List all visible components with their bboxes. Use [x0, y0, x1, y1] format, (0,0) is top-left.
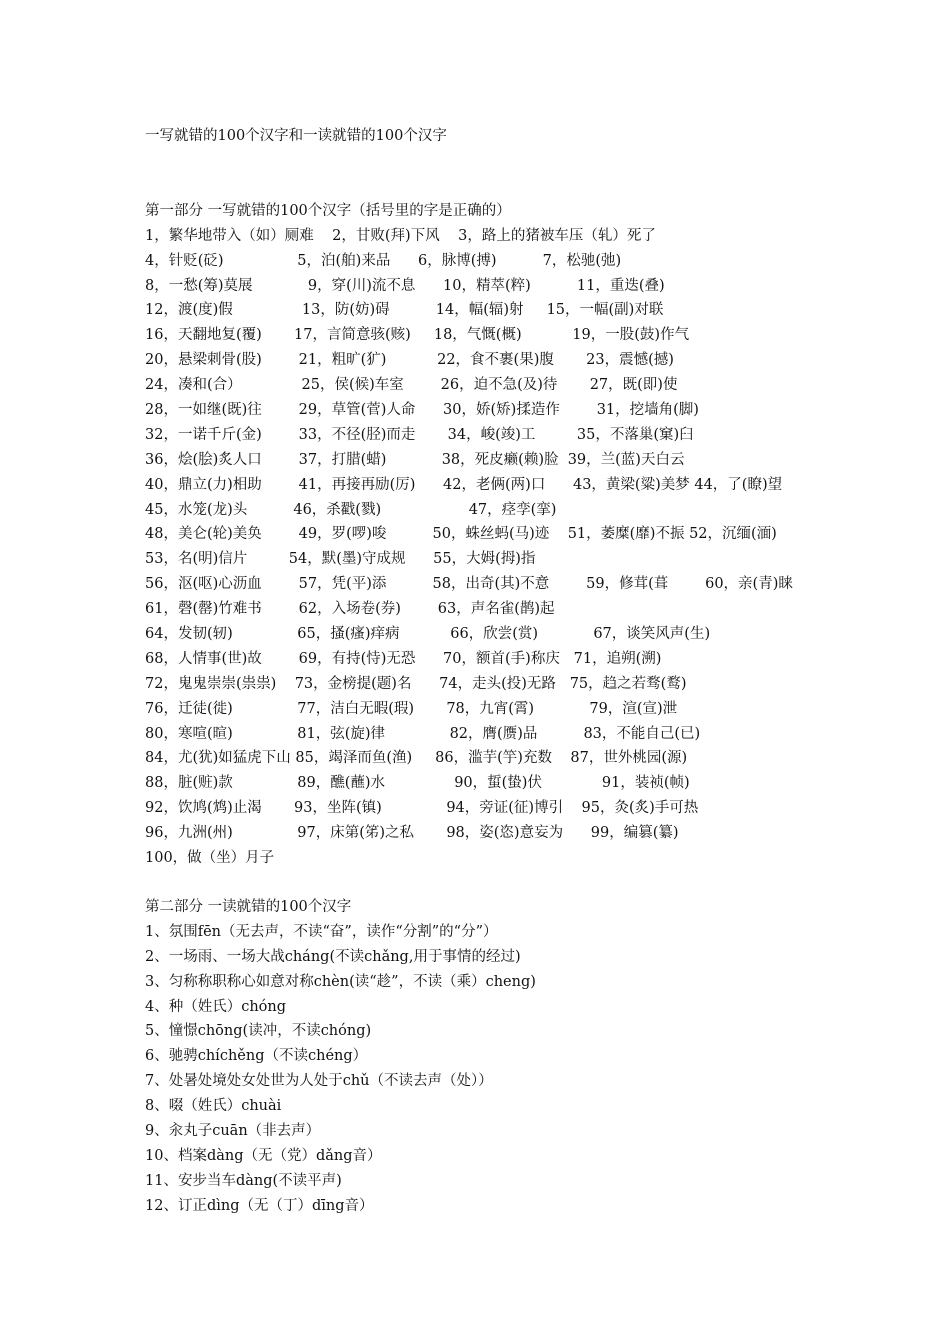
list-item: 72，鬼鬼崇崇(祟祟) 73，金榜提(题)名 74，走头(投)无路 75，趋之若骛(鹜) — [145, 676, 687, 692]
list-item: 64，发韧(轫) 65，搔(瘙)痒病 66，欣尝(赏) 67，谈笑风声(生) — [145, 626, 711, 642]
list-item: 2、一场雨、一场大战cháng(不读chǎng,用于事情的经过) — [145, 949, 521, 965]
list-item: 7、处暑处境处女处世为人处于chǔ（不读去声（处）） — [145, 1073, 493, 1089]
part1-heading: 第一部分 一写就错的100个汉字（括号里的字是正确的） — [145, 203, 511, 219]
list-item: 100，做（坐）月子 — [145, 850, 275, 866]
list-item: 88，脏(赃)款 89，醮(蘸)水 90，蜇(蛰)伏 91，装祯(帧) — [145, 775, 690, 791]
list-item: 16，天翻地复(覆) 17，言简意骇(赅) 18，气慨(概) 19，一股(鼓)作气 — [145, 327, 690, 343]
list-item: 11、安步当车dàng(不读平声) — [145, 1173, 342, 1189]
list-item: 9、汆丸子cuān（非去声） — [145, 1123, 321, 1139]
document-title: 一写就错的100个汉字和一读就错的100个汉字 — [145, 128, 447, 144]
list-item: 53，名(明)信片 54，默(墨)守成规 55，大姆(拇)指 — [145, 551, 536, 567]
list-item: 92，饮鸠(鸩)止渴 93，坐阵(镇) 94，旁证(征)博引 95，灸(炙)手可热 — [145, 800, 699, 816]
list-item: 3、匀称称职称心如意对称chèn(读“趁”，不读（乘）cheng) — [145, 974, 536, 990]
list-item: 40，鼎立(力)相助 41，再接再励(厉) 42，老俩(两)口 43，黄梁(粱)美梦 44，了(瞭)望 — [145, 477, 783, 493]
part2-heading: 第二部分 一读就错的100个汉字 — [145, 899, 352, 915]
list-item: 5、憧憬chōng(读冲，不读chóng) — [145, 1023, 372, 1039]
list-item: 61，磬(罄)竹难书 62，入场卷(券) 63，声名雀(鹊)起 — [145, 601, 555, 617]
list-item: 80，寒喧(暄) 81，弦(旋)律 82，膺(赝)品 83，不能自己(已) — [145, 726, 701, 742]
list-item: 68，人情事(世)故 69，有持(恃)无恐 70，额首(手)称庆 71，追朔(溯) — [145, 651, 662, 667]
list-item: 76，迁徒(徙) 77，洁白无暇(瑕) 78，九宵(霄) 79，渲(宣)泄 — [145, 701, 678, 717]
list-item: 8，一愁(筹)莫展 9，穿(川)流不息 10，精萃(粹) 11，重迭(叠) — [145, 278, 665, 294]
list-item: 12、订正dìng（无（丁）dīng音） — [145, 1198, 374, 1214]
list-item: 36，烩(脍)炙人口 37，打腊(蜡) 38，死皮癞(赖)脸 39，兰(蓝)天白云 — [145, 452, 685, 468]
list-item: 48，美仑(轮)美奂 49，罗(啰)唆 50，蛛丝蚂(马)迹 51，萎糜(靡)不振 52，沉缅(湎) — [145, 526, 777, 542]
list-item: 96，九洲(州) 97，床第(笫)之私 98，姿(恣)意妄为 99，编篡(纂) — [145, 825, 679, 841]
list-item: 45，水笼(龙)头 46，杀戳(戮) 47，痉孪(挛) — [145, 502, 557, 518]
list-item: 32，一诺千斤(金) 33，不径(胫)而走 34，峻(竣)工 35，不落巢(窠)臼 — [145, 427, 694, 443]
list-item: 84，尤(犹)如猛虎下山 85，竭泽而鱼(渔) 86，滥芋(竽)充数 87，世外桃园(源) — [145, 750, 688, 766]
list-item: 8、啜（姓氏）chuài — [145, 1098, 282, 1114]
list-item: 24，凑和(合） 25，侯(候)车室 26，迫不急(及)待 27，既(即)使 — [145, 377, 678, 393]
list-item: 1、氛围fēn（无去声，不读“奋”，读作“分割”的“分”） — [145, 924, 498, 940]
list-item: 56，沤(呕)心沥血 57，凭(平)添 58，出奇(其)不意 59，修茸(葺 60，亲(青)睐 — [145, 576, 793, 592]
list-item: 12，渡(度)假 13，防(妨)碍 14，幅(辐)射 15，一幅(副)对联 — [145, 302, 664, 318]
list-item: 1，繁华地带入（如）厕难 2，甘败(拜)下风 3，路上的猪被车压（轧）死了 — [145, 228, 656, 244]
list-item: 4、种（姓氏）chóng — [145, 999, 287, 1015]
list-item: 20，悬梁刺骨(股) 21，粗旷(犷) 22，食不裹(果)腹 23，震憾(撼) — [145, 352, 674, 368]
list-item: 28，一如继(既)往 29，草管(菅)人命 30，娇(矫)揉造作 31，挖墙角(脚) — [145, 402, 699, 418]
list-item: 10、档案dàng（无（党）dǎng音） — [145, 1148, 382, 1164]
list-item: 4，针贬(砭) 5，泊(舶)来品 6，脉博(搏) 7，松驰(弛) — [145, 253, 622, 269]
list-item: 6、驰骋chíchěng（不读chéng） — [145, 1048, 368, 1064]
